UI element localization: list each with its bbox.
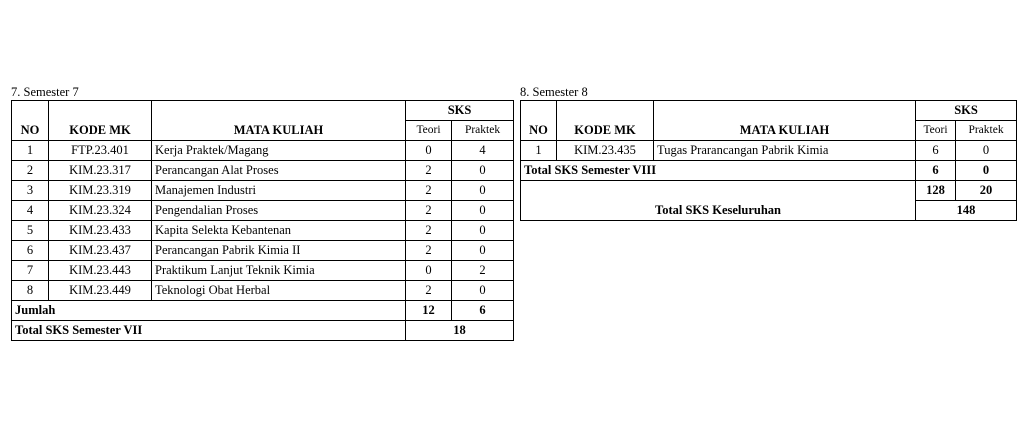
col-kode-header: KODE MK [557, 101, 654, 141]
table-row [12, 141, 514, 161]
row-praktek: 0 [452, 281, 514, 301]
row-praktek: 0 [956, 141, 1017, 161]
row-praktek: 0 [452, 241, 514, 261]
row-no: 2 [12, 161, 49, 181]
table-row [12, 241, 514, 261]
col-praktek-header: Praktek [452, 121, 514, 141]
col-no-header: NO [521, 101, 557, 141]
row-praktek: 0 [452, 201, 514, 221]
row-mata-kuliah: Pengendalian Proses [152, 201, 406, 221]
total-label: Total SKS Semester VII [12, 321, 406, 341]
row-teori: 0 [406, 141, 452, 161]
row-praktek: 0 [452, 161, 514, 181]
row-mata-kuliah: Tugas Prarancangan Pabrik Kimia [654, 141, 916, 161]
row-kode: KIM.23.324 [49, 201, 152, 221]
table-row [12, 281, 514, 301]
row-teori: 2 [406, 161, 452, 181]
row-mata-kuliah: Kapita Selekta Kebantenan [152, 221, 406, 241]
row-teori: 2 [406, 241, 452, 261]
row-kode: KIM.23.449 [49, 281, 152, 301]
row-praktek: 0 [452, 181, 514, 201]
row-teori: 2 [406, 181, 452, 201]
grand-praktek: 20 [956, 181, 1017, 201]
row-mata-kuliah: Teknologi Obat Herbal [152, 281, 406, 301]
row-no: 6 [12, 241, 49, 261]
row-teori: 2 [406, 221, 452, 241]
table-row [12, 261, 514, 281]
row-kode: KIM.23.433 [49, 221, 152, 241]
col-kode-header: KODE MK [49, 101, 152, 141]
grand-total-label: Total SKS Keseluruhan [521, 181, 916, 221]
total-value: 18 [406, 321, 514, 341]
grand-teori: 128 [916, 181, 956, 201]
semester-7-section [11, 84, 513, 341]
jumlah-teori: 12 [406, 301, 452, 321]
col-no-header: NO [12, 101, 49, 141]
grand-total-value: 148 [916, 201, 1017, 221]
table-row [12, 221, 514, 241]
row-kode: KIM.23.435 [557, 141, 654, 161]
row-mata-kuliah: Manajemen Industri [152, 181, 406, 201]
col-teori-header: Teori [406, 121, 452, 141]
row-mata-kuliah: Perancangan Alat Proses [152, 161, 406, 181]
col-teori-header: Teori [916, 121, 956, 141]
row-kode: FTP.23.401 [49, 141, 152, 161]
row-no: 7 [12, 261, 49, 281]
row-no: 3 [12, 181, 49, 201]
row-teori: 2 [406, 281, 452, 301]
grand-subtotal-row [521, 181, 1017, 201]
col-sks-header: SKS [406, 101, 514, 121]
semester-8-table [520, 100, 1017, 221]
total-semester-label: Total SKS Semester VIII [521, 161, 916, 181]
row-kode: KIM.23.443 [49, 261, 152, 281]
table-row [12, 181, 514, 201]
col-praktek-header: Praktek [956, 121, 1017, 141]
row-kode: KIM.23.317 [49, 161, 152, 181]
total-semester-row [521, 161, 1017, 181]
row-teori: 2 [406, 201, 452, 221]
row-kode: KIM.23.437 [49, 241, 152, 261]
semester-7-heading: 7. Semester 7 [11, 85, 79, 99]
semester-8-section [520, 84, 1016, 221]
col-sks-header: SKS [916, 101, 1017, 121]
row-teori: 6 [916, 141, 956, 161]
jumlah-label: Jumlah [12, 301, 406, 321]
row-mata-kuliah: Perancangan Pabrik Kimia II [152, 241, 406, 261]
total-semester-praktek: 0 [956, 161, 1017, 181]
row-no: 1 [521, 141, 557, 161]
jumlah-praktek: 6 [452, 301, 514, 321]
row-teori: 0 [406, 261, 452, 281]
semester-8-heading: 8. Semester 8 [520, 85, 588, 99]
row-kode: KIM.23.319 [49, 181, 152, 201]
total-row [12, 321, 514, 341]
row-no: 1 [12, 141, 49, 161]
row-mata-kuliah: Praktikum Lanjut Teknik Kimia [152, 261, 406, 281]
semester-7-table [11, 100, 514, 341]
table-row [12, 201, 514, 221]
jumlah-row [12, 301, 514, 321]
row-praktek: 0 [452, 221, 514, 241]
row-praktek: 2 [452, 261, 514, 281]
table-row [12, 161, 514, 181]
row-no: 4 [12, 201, 49, 221]
row-no: 5 [12, 221, 49, 241]
row-mata-kuliah: Kerja Praktek/Magang [152, 141, 406, 161]
row-praktek: 4 [452, 141, 514, 161]
row-no: 8 [12, 281, 49, 301]
col-mata-header: MATA KULIAH [654, 101, 916, 141]
col-mata-header: MATA KULIAH [152, 101, 406, 141]
total-semester-teori: 6 [916, 161, 956, 181]
table-row [521, 141, 1017, 161]
